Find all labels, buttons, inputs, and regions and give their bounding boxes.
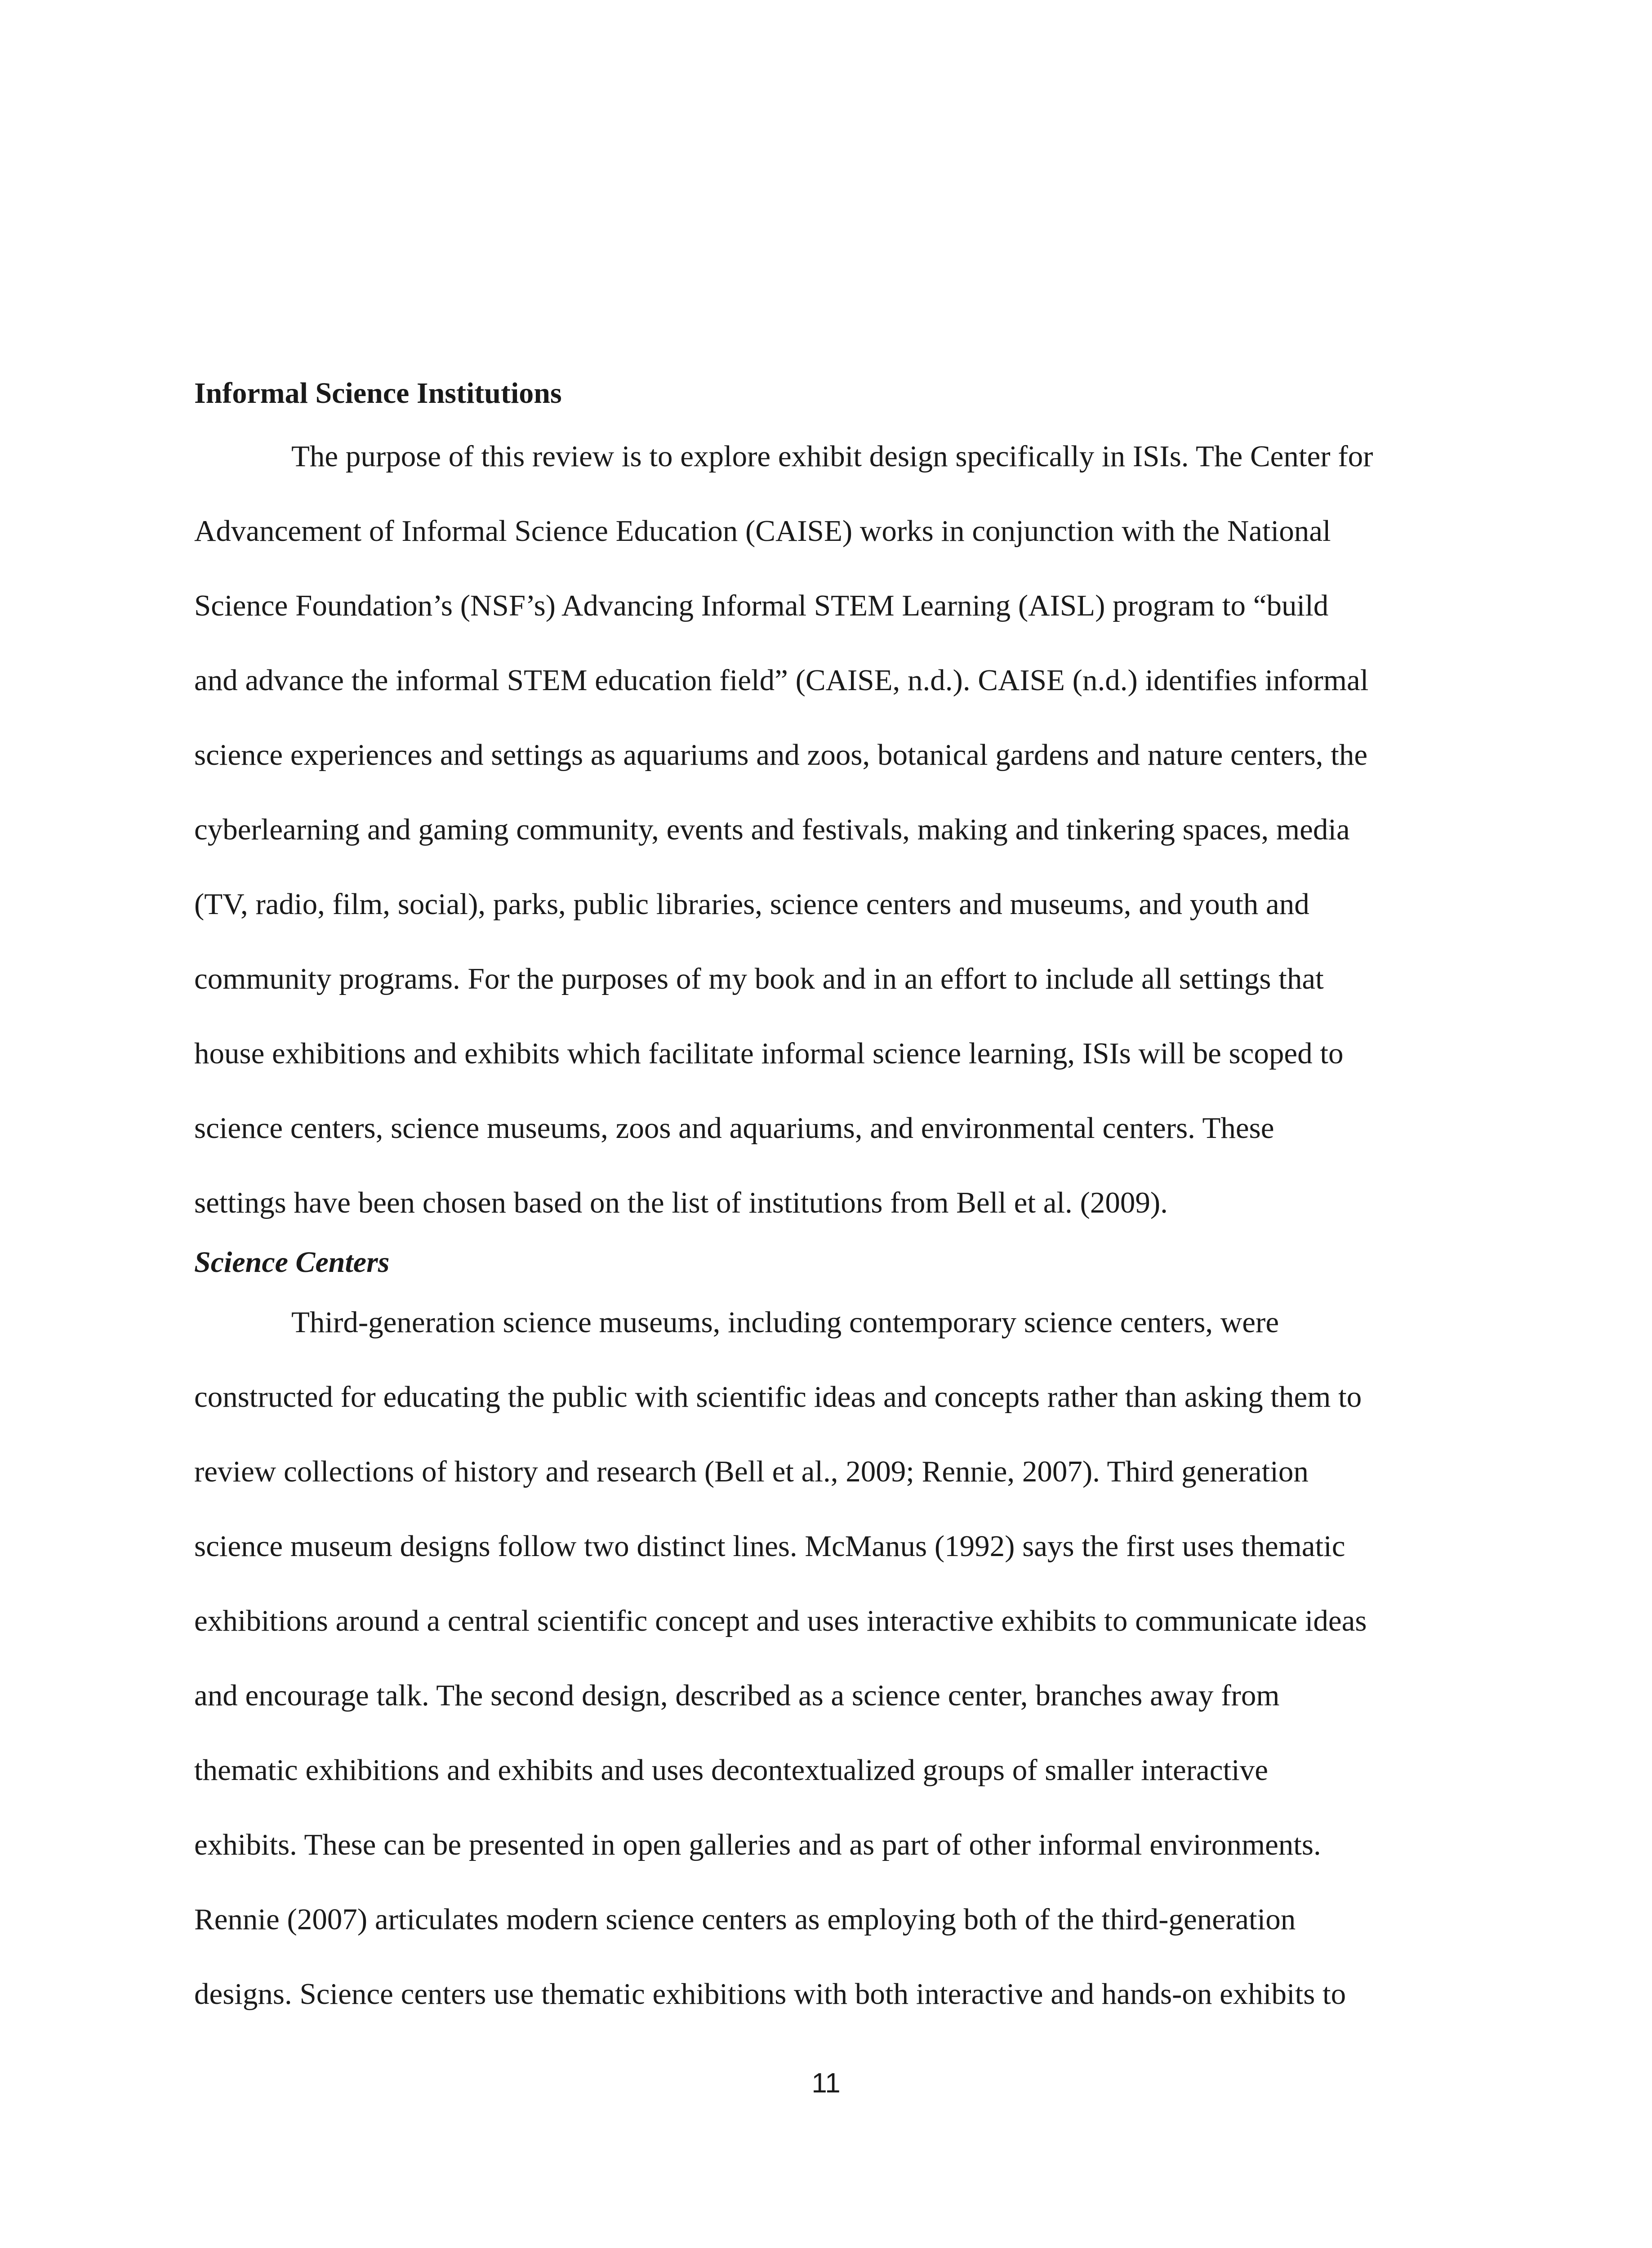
paragraph-line: exhibitions around a central scientific concept and uses interactive exhibits to communicate ideas [194,1604,1367,1637]
paragraph-line: and advance the informal STEM education field” (CAISE, n.d.). CAISE (n.d.) identifies informal [194,664,1369,697]
paragraph-line: science museum designs follow two distinct lines. McManus (1992) says the first uses thematic [194,1530,1345,1563]
page-number: 11 [811,2068,841,2099]
paragraph-line: cyberlearning and gaming community, events and festivals, making and tinkering spaces, media [194,813,1350,846]
paragraph-line: Science Foundation’s (NSF’s) Advancing Informal STEM Learning (AISL) program to “build [194,589,1329,622]
paragraph-line: Advancement of Informal Science Education (CAISE) works in conjunction with the National [194,514,1331,548]
paragraph-line: thematic exhibitions and exhibits and uses decontextualized groups of smaller interactive [194,1753,1268,1787]
paragraph-line: designs. Science centers use thematic exhibitions with both interactive and hands-on exhibits to [194,1977,1346,2011]
section-heading: Informal Science Institutions [194,377,562,410]
paragraph-line: (TV, radio, film, social), parks, public libraries, science centers and museums, and youth and [194,888,1309,921]
paragraph-line: science centers, science museums, zoos and aquariums, and environmental centers. These [194,1111,1274,1145]
paragraph-line: review collections of history and research (Bell et al., 2009; Rennie, 2007). Third generation [194,1455,1309,1488]
paragraph-line: and encourage talk. The second design, described as a science center, branches away from [194,1679,1280,1712]
paragraph-line: Third-generation science museums, including contemporary science centers, were [291,1306,1279,1339]
subsection-heading: Science Centers [194,1246,390,1279]
paragraph-line: exhibits. These can be presented in open galleries and as part of other informal environments. [194,1828,1321,1861]
page-body [194,368,1453,2031]
paragraph-line: settings have been chosen based on the list of institutions from Bell et al. (2009). [194,1186,1168,1219]
paragraph-line: constructed for educating the public with scientific ideas and concepts rather than asking them to [194,1380,1362,1414]
paragraph-line: house exhibitions and exhibits which facilitate informal science learning, ISIs will be scoped to [194,1037,1344,1070]
paragraph-line: science experiences and settings as aquariums and zoos, botanical gardens and nature centers, the [194,738,1368,772]
paragraph-line: Rennie (2007) articulates modern science centers as employing both of the third-generation [194,1903,1296,1936]
paragraph-line: The purpose of this review is to explore exhibit design specifically in ISIs. The Center for [291,440,1373,473]
paragraph-line: community programs. For the purposes of my book and in an effort to include all settings that [194,962,1324,995]
